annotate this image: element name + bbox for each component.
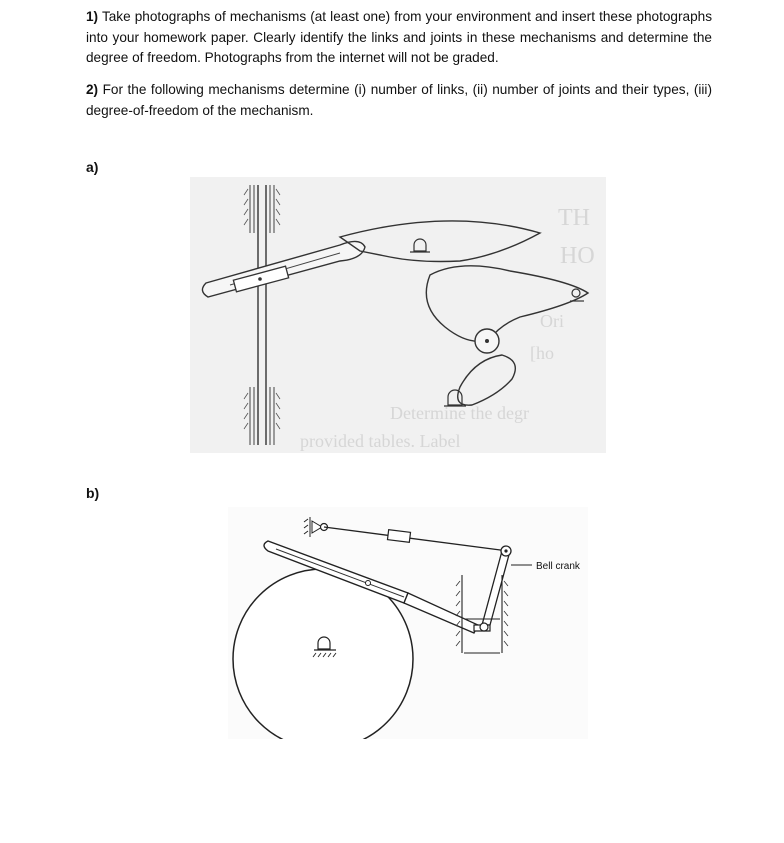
figure-b-label: b)	[86, 485, 100, 501]
question-1-number: 1)	[86, 9, 99, 24]
svg-text:Ori: Ori	[540, 311, 564, 331]
bell-crank-annotation: Bell crank	[536, 561, 580, 572]
svg-text:TH: TH	[558, 205, 590, 231]
figure-b-mechanism	[228, 507, 588, 739]
question-1	[86, 7, 712, 69]
figure-a-label: a)	[86, 159, 99, 175]
figure-a-mechanism	[190, 177, 606, 453]
question-2-text: For the following mechanisms determine (i) number of links, (ii) number of joints and their types, (iii) degree-of-freedom of the mechanism.	[86, 82, 712, 118]
svg-text:Determine the degr: Determine the degr	[390, 403, 529, 423]
question-1-text: Take photographs of mechanisms (at least one) from your environment and insert these photographs into your homework paper. Clearly identify the links and joints in these mechanisms and determine the degree of freedom. Photographs from the internet will not be graded.	[86, 9, 712, 65]
svg-text:HO: HO	[560, 243, 595, 269]
question-2	[86, 80, 712, 121]
svg-text:[ho: [ho	[530, 343, 554, 363]
question-2-number: 2)	[86, 82, 99, 97]
svg-text:provided tables. Label: provided tables. Label	[300, 431, 461, 451]
